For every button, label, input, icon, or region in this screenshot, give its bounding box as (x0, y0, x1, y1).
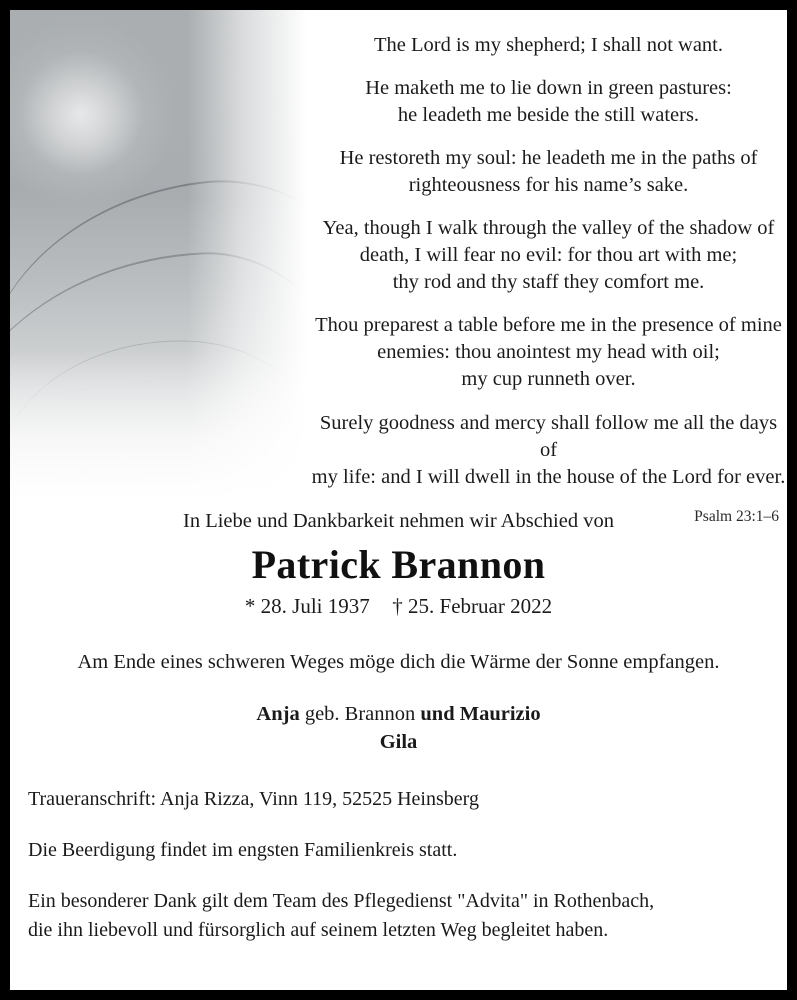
psalm-verse-4 (310, 215, 787, 296)
mourning-address: Traueranschrift: Anja Rizza, Vinn 119, 52525 Heinsberg (28, 787, 479, 810)
announcement-block (10, 510, 787, 945)
psalm-verse-5-line-1: Thou preparest a table before me in the presence of mine (315, 314, 782, 337)
funeral-note: Die Beerdigung findet im engsten Familienkreis statt. (28, 838, 458, 861)
thanks-note (28, 887, 769, 945)
family-name-maurizio: und Maurizio (420, 703, 541, 725)
psalm-verse-2-line-2: he leadeth me beside the still waters. (397, 104, 700, 127)
decorative-landscape-image (10, 10, 307, 500)
deceased-name: Patrick Brannon (251, 542, 546, 587)
psalm-verse-3-line-1: He restoreth my soul: he leadeth me in the paths of (339, 147, 758, 170)
psalm-reference: Psalm 23:1–6 (694, 507, 779, 525)
psalm-verse-3-line-2: righteousness for his name’s sake. (408, 174, 689, 197)
family-maiden-name: geb. Brannon (299, 703, 421, 725)
family-signature (10, 700, 787, 757)
life-dates (10, 594, 787, 619)
card-inner (10, 10, 787, 990)
family-name-anja: Anja (256, 703, 300, 725)
birth-date: * 28. Juli 1937 (244, 594, 370, 618)
psalm-verse-6-line-2: my life: and I will dwell in the house of the Lord for ever. (311, 465, 786, 488)
psalm-verse-5-line-2: enemies: thou anointest my head with oil; (377, 341, 720, 364)
psalm-verse-2-line-1: He maketh me to lie down in green pastures: (365, 77, 732, 100)
thanks-note-line-2: die ihn liebevoll und fürsorglich auf seinem letzten Weg begleitet haben. (28, 918, 609, 941)
psalm-verse-4-line-3: thy rod and thy staff they comfort me. (392, 271, 705, 294)
psalm-verse-5-line-3: my cup runneth over. (461, 368, 636, 391)
psalm-text-block (310, 32, 787, 527)
photo-fade-bottom (10, 350, 307, 500)
memorial-verse: Am Ende eines schweren Weges möge dich die Wärme der Sonne empfangen. (77, 651, 720, 673)
details-block (10, 785, 787, 945)
psalm-verse-1: The Lord is my shepherd; I shall not want. (373, 34, 723, 56)
thanks-note-line-1: Ein besonderer Dank gilt dem Team des Pflegedienst "Advita" in Rothenbach, (28, 889, 655, 912)
death-date: † 25. Februar 2022 (392, 594, 553, 618)
psalm-verse-3 (310, 145, 787, 199)
announcement-intro: In Liebe und Dankbarkeit nehmen wir Abschied von (183, 510, 614, 532)
psalm-verse-6 (310, 410, 787, 491)
psalm-verse-2 (310, 75, 787, 129)
psalm-verse-4-line-1: Yea, though I walk through the valley of the shadow of (322, 217, 775, 240)
psalm-verse-5 (310, 312, 787, 393)
psalm-verse-6-line-1: Surely goodness and mercy shall follow me all the days of (319, 411, 778, 461)
family-name-gila: Gila (379, 731, 418, 754)
psalm-verse-4-line-2: death, I will fear no evil: for thou art with me; (359, 244, 738, 267)
